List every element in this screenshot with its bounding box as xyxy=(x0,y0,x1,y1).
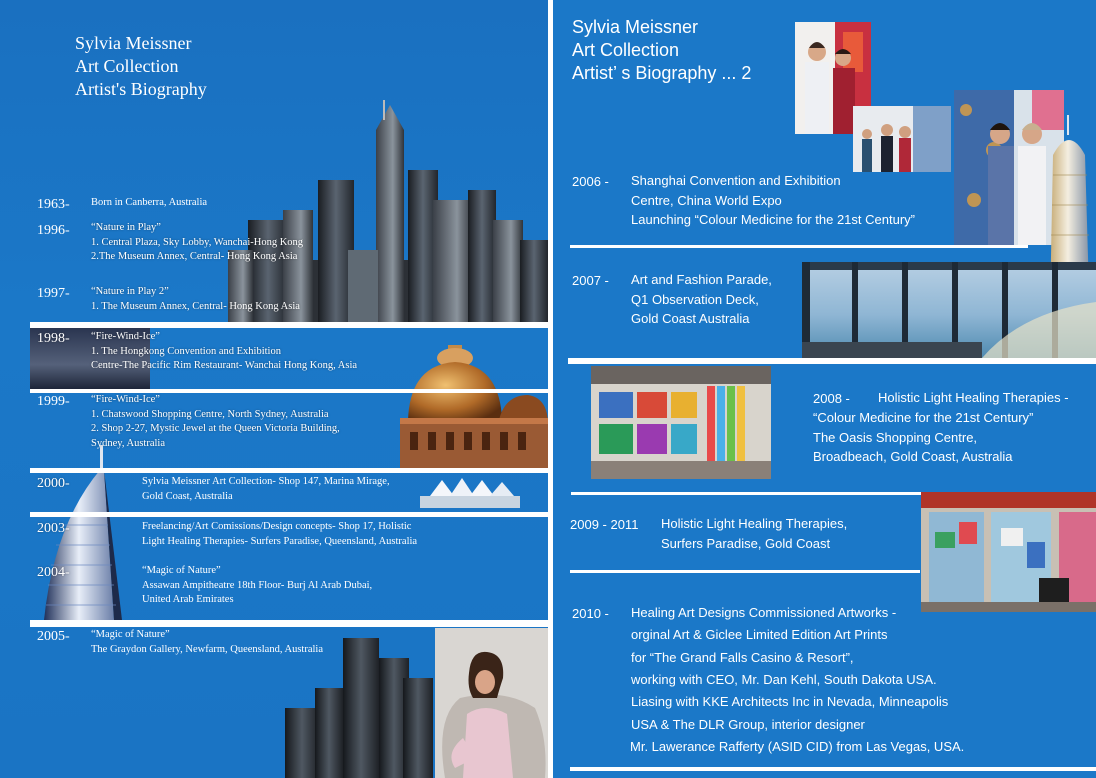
title-line: Sylvia Meissner xyxy=(572,17,699,37)
year-1996: 1996- xyxy=(37,223,70,238)
entry-2004: “Magic of Nature” Assawan Ampitheatre 18th Floor- Burj Al Arab Dubai, United Arab Emirates xyxy=(142,565,373,606)
entry-2006: Shanghai Convention and Exhibition Centre, China World Expo Launching “Colour Medicine for the 21st Century” xyxy=(631,173,915,227)
divider xyxy=(570,245,1028,248)
q1-observation-deck-photo xyxy=(802,262,1096,358)
artist-at-graydon-gallery-photo xyxy=(285,628,548,778)
entry-2005: “Magic of Nature” The Graydon Gallery, Newfarm, Queensland, Australia xyxy=(91,629,323,655)
entry-2010: Healing Art Designs Commissioned Artworks - orginal Art & Giclee Limited Edition Art Prints for “The Grand Falls Casino & Resort”, working with CEO, Mr. Dan Kehl, South Dakota USA. Liasing with KKE Architects Inc in Nevada, Minneapolis USA & The DLR Group, interior designer Mr. Lawerance Rafferty (ASID CID) from Las Vegas, USA. xyxy=(630,605,965,755)
queen-victoria-building-dome-photo xyxy=(388,340,548,470)
year-1997: 1997- xyxy=(37,286,70,301)
title-line: Artist’ s Biography ... 2 xyxy=(572,63,752,84)
year-2006: 2006 - xyxy=(572,174,609,189)
right-page-title xyxy=(572,16,751,85)
title-line: Art Collection xyxy=(572,40,680,61)
shanghai-expo-photo xyxy=(853,106,951,172)
year-2003: 2003- xyxy=(37,521,70,536)
year-2010: 2010 - xyxy=(572,606,609,621)
left-page-title xyxy=(75,32,207,101)
right-page xyxy=(553,0,1096,778)
year-2004: 2004- xyxy=(37,565,70,580)
entry-2009-2011: Holistic Light Healing Therapies, Surfers Paradise, Gold Coast xyxy=(661,516,848,551)
entry-1997: “Nature in Play 2” 1. The Museum Annex, Central- Hong Kong Asia xyxy=(91,286,300,312)
entry-1996: “Nature in Play” 1. Central Plaza, Sky Lobby, Wanchai-Hong Kong 2.The Museum Annex, Central- Hong Kong Asia xyxy=(91,222,304,263)
divider xyxy=(568,358,1096,364)
title-line: Art Collection xyxy=(75,56,179,77)
entry-2008-heading: Holistic Light Healing Therapies - xyxy=(878,390,1069,405)
divider xyxy=(570,767,1096,771)
entry-1998: “Fire-Wind-Ice” 1. The Hongkong Convention and Exhibition Centre-The Pacific Rim Restaurant- Wanchai Hong Kong, Asia xyxy=(91,331,358,372)
year-2005: 2005- xyxy=(37,629,70,644)
surfers-paradise-shop-photo xyxy=(921,492,1096,612)
entry-2003: Freelancing/Art Comissions/Design concepts- Shop 17, Holistic Light Healing Therapies- Surfers Paradise, Queensland, Australia xyxy=(142,521,418,547)
year-1999: 1999- xyxy=(37,394,70,409)
divider xyxy=(570,570,920,573)
year-2009-2011: 2009 - 2011 xyxy=(570,517,639,532)
entry-1963: Born in Canberra, Australia xyxy=(91,197,208,208)
divider xyxy=(30,620,548,627)
title-line: Artist's Biography xyxy=(75,79,207,100)
divider xyxy=(571,492,921,495)
divider xyxy=(30,512,548,517)
entry-2007: Art and Fashion Parade, Q1 Observation Deck, Gold Coast Australia xyxy=(631,272,772,326)
year-1963: 1963- xyxy=(37,197,70,212)
entry-2000: Sylvia Meissner Art Collection- Shop 147, Marina Mirage, Gold Coast, Australia xyxy=(142,476,390,502)
marina-mirage-photo xyxy=(420,476,520,508)
year-2007: 2007 - xyxy=(572,273,609,288)
divider xyxy=(30,468,548,473)
year-1998: 1998- xyxy=(37,331,70,346)
entry-1999: “Fire-Wind-Ice” 1. Chatswood Shopping Centre, North Sydney, Australia 2. Shop 2-27, Mystic Jewel at the Queen Victoria Building, Sydney, Australia xyxy=(91,394,340,450)
year-2000: 2000- xyxy=(37,476,70,491)
year-2008: 2008 - xyxy=(813,391,850,406)
title-line: Sylvia Meissner xyxy=(75,33,192,53)
oasis-shop-photo xyxy=(591,366,771,479)
entry-2008: “Colour Medicine for the 21st Century” The Oasis Shopping Centre, Broadbeach, Gold Coast, Australia xyxy=(813,410,1034,464)
